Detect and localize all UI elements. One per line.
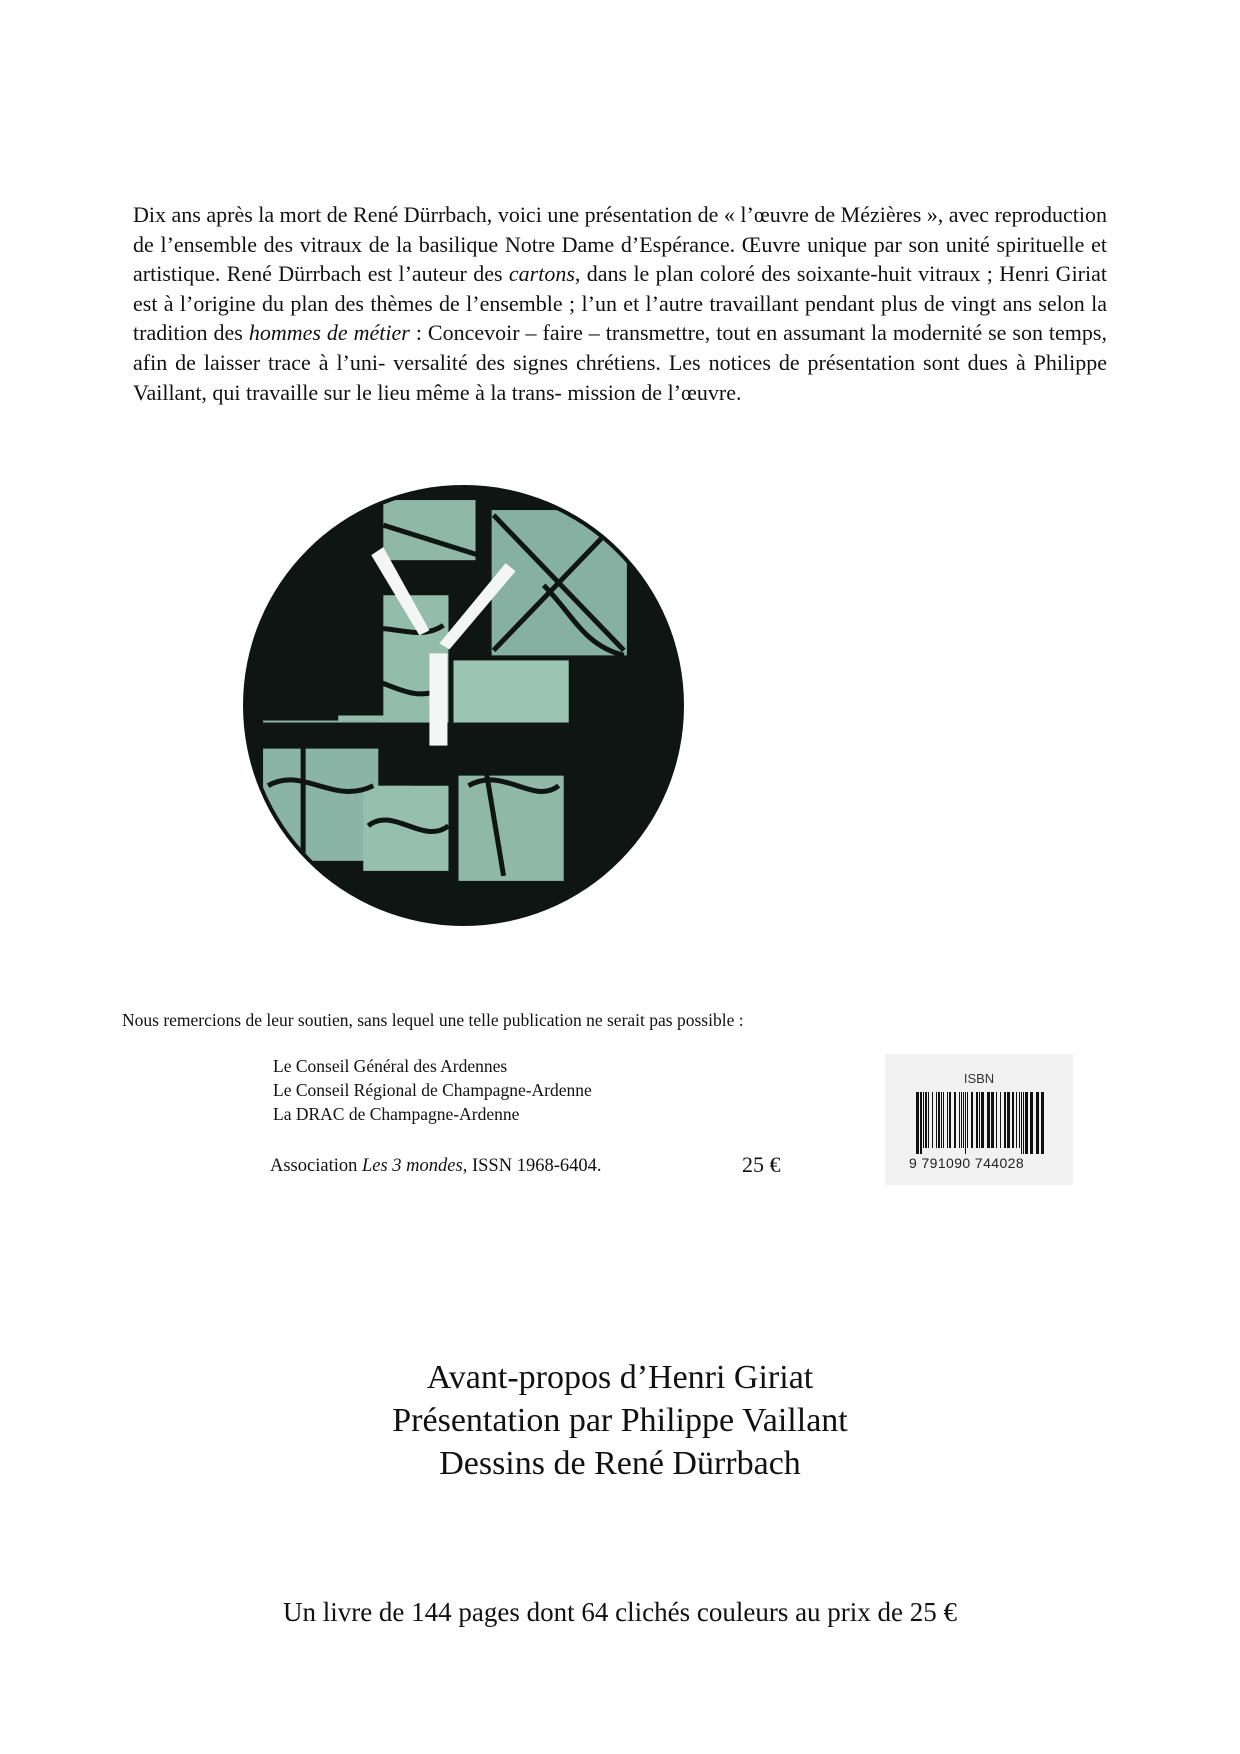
price: 25 € bbox=[742, 1152, 781, 1177]
association-name: Les 3 mondes bbox=[361, 1156, 463, 1176]
stained-glass-window bbox=[243, 485, 684, 926]
barcode-bar bbox=[1041, 1092, 1044, 1154]
acknowledgement-text: Nous remercions de leur soutien, sans lequel une telle publication ne serait pas possible : bbox=[122, 1010, 744, 1030]
barcode-bar bbox=[936, 1092, 937, 1148]
intro-text-1: Dix ans après la mort de René Dürrbach, voici une présentation de « l’œuvre de Mézières », avec reproduction de l’ensemble des vitraux de la basilique Notre Dame d’Espérance. Œuvre unique par son unité spirituelle et artistique. René Dürrbach est l’auteur des bbox=[133, 202, 1107, 287]
barcode-bar bbox=[949, 1092, 951, 1148]
glass-pane bbox=[453, 660, 568, 730]
intro-paragraph bbox=[133, 200, 1107, 407]
barcode-bar bbox=[1021, 1092, 1022, 1154]
credit-line-foreword: Avant-propos d’Henri Giriat bbox=[426, 1359, 814, 1396]
barcode-bar bbox=[925, 1092, 927, 1148]
book-summary: Un livre de 144 pages dont 64 clichés couleurs au prix de 25 € bbox=[282, 1597, 958, 1627]
barcode-bar bbox=[1030, 1092, 1033, 1154]
glass-pane bbox=[363, 786, 448, 871]
barcode-bar bbox=[981, 1092, 984, 1148]
isbn-barcode-box bbox=[885, 1054, 1073, 1185]
barcode-bar bbox=[1012, 1092, 1014, 1148]
association-line bbox=[270, 1156, 601, 1177]
barcode-bar bbox=[923, 1092, 924, 1148]
barcode-bar bbox=[943, 1092, 944, 1148]
sponsor-line: Le Conseil Régional de Champagne-Ardenne bbox=[273, 1080, 592, 1100]
barcode-bar bbox=[954, 1092, 956, 1148]
barcode-bar bbox=[976, 1092, 978, 1148]
association-issn: , ISSN 1968-6404. bbox=[462, 1156, 602, 1176]
white-glass-stroke bbox=[429, 653, 447, 745]
barcode-bar bbox=[971, 1092, 973, 1148]
barcode-bar bbox=[1025, 1092, 1028, 1154]
barcode bbox=[916, 1092, 1044, 1154]
barcode-bar bbox=[1036, 1092, 1039, 1154]
barcode-bar bbox=[1019, 1092, 1020, 1148]
barcode-bar bbox=[928, 1092, 929, 1148]
sponsor-line: Le Conseil Général des Ardennes bbox=[273, 1056, 508, 1076]
barcode-bar bbox=[938, 1092, 940, 1148]
barcode-bar bbox=[1007, 1092, 1010, 1148]
barcode-bar bbox=[1016, 1092, 1017, 1148]
intro-text-2: , dans le plan coloré des soixante-huit vitraux ; Henri Giriat est à l’origine du plan des thèmes de l’ensemble ; l’un et l’autre travaillant pendant plus de vingt ans selon la tradition des bbox=[133, 261, 1108, 346]
intro-text-3: : Concevoir – faire – transmettre, tout en assumant la modernité se son temps, afin de laisser trace à l’uni- versalité des signes chrétiens. Les notices de présentation sont dues à Philippe Vaillant, qui travaille sur le lieu même à la trans- mission de l’œuvre. bbox=[133, 320, 1107, 405]
credit-line-drawings: Dessins de René Dürrbach bbox=[439, 1445, 801, 1482]
isbn-label: ISBN bbox=[963, 1071, 995, 1086]
association-prefix: Association bbox=[270, 1156, 362, 1176]
sponsor-line: La DRAC de Champagne-Ardenne bbox=[273, 1104, 520, 1124]
barcode-bar bbox=[961, 1092, 962, 1148]
barcode-bar bbox=[1023, 1092, 1024, 1154]
barcode-bar bbox=[920, 1092, 922, 1154]
barcode-bar bbox=[979, 1092, 980, 1148]
isbn-number: 9 791090 744028 bbox=[909, 1155, 1024, 1171]
barcode-bar bbox=[959, 1092, 960, 1148]
barcode-bar bbox=[1004, 1092, 1006, 1148]
barcode-bar bbox=[965, 1092, 966, 1154]
lead-vertical bbox=[476, 495, 492, 655]
barcode-bar bbox=[991, 1092, 994, 1148]
barcode-bar bbox=[1000, 1092, 1001, 1148]
barcode-bar bbox=[987, 1092, 990, 1148]
barcode-bar bbox=[916, 1092, 919, 1154]
barcode-bar bbox=[932, 1092, 933, 1148]
barcode-bar bbox=[996, 1092, 997, 1148]
intro-text-hommes-de-metier: hommes de métier bbox=[248, 320, 410, 346]
credits-block bbox=[0, 1356, 1240, 1485]
barcode-bar bbox=[947, 1092, 948, 1148]
credit-line-presentation: Présentation par Philippe Vaillant bbox=[392, 1402, 848, 1439]
barcode-bar bbox=[963, 1092, 964, 1148]
barcode-bar bbox=[967, 1092, 968, 1148]
barcode-bar bbox=[941, 1092, 942, 1148]
intro-text-cartons: cartons bbox=[508, 261, 575, 287]
